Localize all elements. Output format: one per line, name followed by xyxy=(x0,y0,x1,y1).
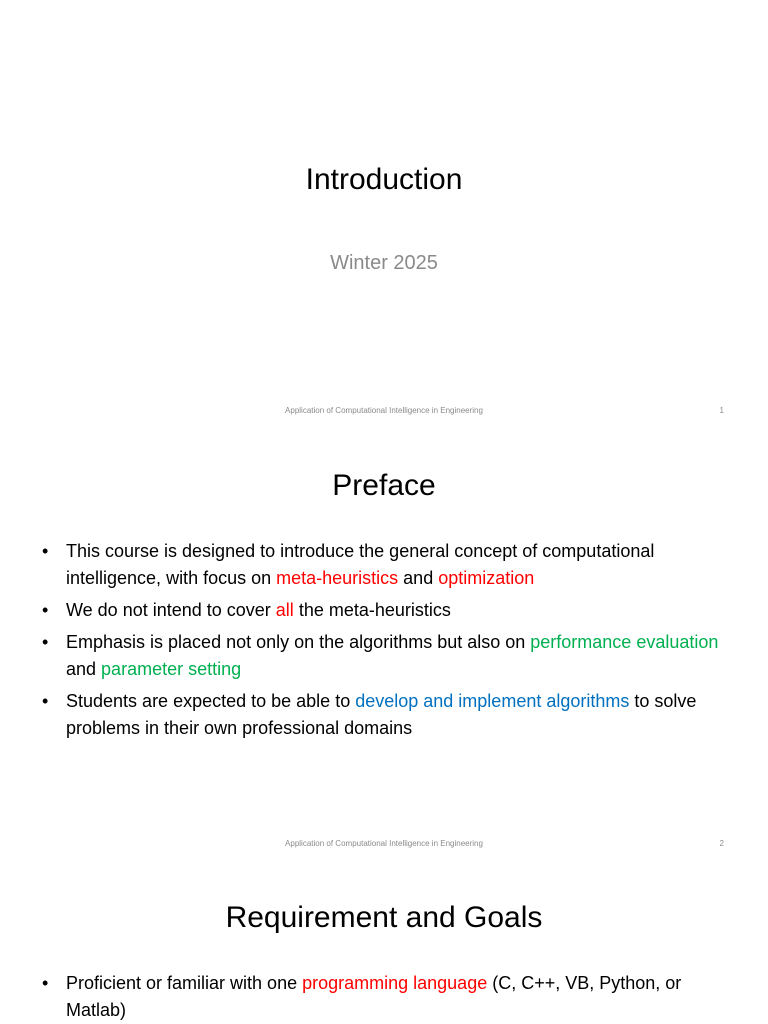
highlight-text: parameter setting xyxy=(101,659,242,679)
bullet-item xyxy=(42,597,732,624)
bullet-text: the meta-heuristics xyxy=(293,600,451,620)
highlight-text: meta-heuristics xyxy=(276,568,399,588)
bullet-icon: • xyxy=(42,541,49,561)
highlight-text: develop and implement algorithms xyxy=(355,691,630,711)
bullet-icon: • xyxy=(42,691,49,711)
page-number: 1 xyxy=(719,406,724,415)
slide-3 xyxy=(0,864,768,1024)
bullet-item xyxy=(42,688,732,742)
bullet-text: Emphasis is placed not only on the algorithms but also on xyxy=(66,632,531,652)
slide-2 xyxy=(0,432,768,864)
bullet-text: Proficient or familiar with one xyxy=(66,973,303,993)
slide-subtitle: Winter 2025 xyxy=(330,252,438,274)
slide-title: Introduction xyxy=(305,163,463,196)
slide-footer: Application of Computational Intelligence in Engineering xyxy=(285,406,483,415)
bullet-item xyxy=(42,629,732,683)
bullet-text: (C, C++, VB, Python, or Matlab) xyxy=(66,973,682,1020)
page-number: 2 xyxy=(719,839,724,848)
highlight-text: all xyxy=(275,600,294,620)
bullet-list xyxy=(42,538,732,747)
bullet-item xyxy=(42,538,732,592)
bullet-text: and xyxy=(398,568,439,588)
bullet-text: We do not intend to cover xyxy=(66,600,276,620)
bullet-text: to solve problems in their own professional domains xyxy=(66,691,697,738)
bullet-list xyxy=(42,970,732,1024)
slide-footer: Application of Computational Intelligence in Engineering xyxy=(285,839,483,848)
highlight-text: programming language xyxy=(302,973,488,993)
slide-1 xyxy=(0,0,768,432)
slide-title: Preface xyxy=(332,469,436,502)
bullet-icon: • xyxy=(42,632,49,652)
highlight-text: optimization xyxy=(438,568,535,588)
highlight-text: performance evaluation xyxy=(530,632,719,652)
bullet-text: Students are expected to be able to xyxy=(66,691,356,711)
bullet-icon: • xyxy=(42,973,49,993)
slide-title: Requirement and Goals xyxy=(225,901,543,934)
bullet-text: This course is designed to introduce the general concept of computational intelligence, with focus on xyxy=(66,541,655,588)
bullet-icon: • xyxy=(42,600,49,620)
bullet-text: and xyxy=(66,659,102,679)
bullet-item xyxy=(42,970,732,1024)
